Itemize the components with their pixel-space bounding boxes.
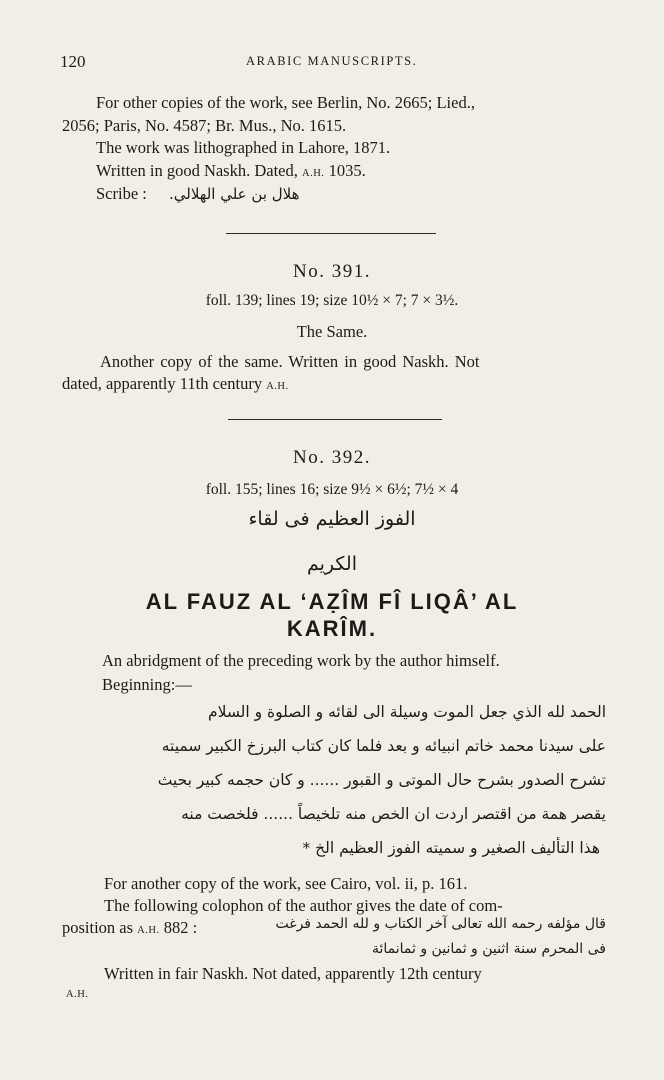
- entry-391-details: foll. 139; lines 19; size 10½ × 7; 7 × 3½.: [205, 292, 459, 309]
- era-abbrev: A.H.: [302, 168, 325, 179]
- arabic-incipit-line: على سيدنا محمد خاتم انبيائه و بعد فلما كان كتاب البرزخ الكبير سميته: [161, 737, 606, 755]
- era-abbrev: A.H.: [266, 381, 289, 392]
- work-title-line-1: AL FAUZ AL ‘AẒÎM FÎ LIQÂ’ AL: [145, 589, 519, 614]
- colophon-intro-2: [62, 918, 197, 938]
- running-title: ARABIC MANUSCRIPTS.: [246, 54, 418, 68]
- section-divider: [226, 233, 436, 234]
- dated-text: dated, apparently 11th century: [62, 374, 263, 393]
- year-value: 882 :: [163, 918, 198, 937]
- written-dated-text: Written in good Naskh. Dated,: [96, 161, 298, 180]
- written-note: Written in fair Naskh. Not dated, apparently 12th century: [104, 964, 482, 983]
- arabic-incipit-line: تشرح الصدور بشرح حال الموتى و القبور ...... و كان حجمه كبير بحيث: [157, 771, 606, 789]
- arabic-incipit-line: يقصر همة من اقتصر اردت ان الخص منه تلخيصاً ...... فلخصت منه: [181, 805, 606, 823]
- beginning-label: Beginning:—: [102, 675, 192, 694]
- year-value: 1035.: [328, 161, 366, 180]
- era-abbrev: A.H.: [137, 925, 160, 936]
- entry-number-391: No. 391.: [293, 261, 371, 282]
- arabic-incipit-line: هذا التأليف الصغير و سميته الفوز العظيم الخ *: [302, 839, 600, 857]
- entry-391-subtitle: The Same.: [296, 322, 368, 341]
- prev-entry-line-1: For other copies of the work, see Berlin, No. 2665; Lied.,: [96, 93, 475, 112]
- prev-entry-line-4: [96, 161, 366, 181]
- arabic-incipit-line: الحمد لله الذي جعل الموت وسيلة الى لقائه و الصلوة و السلام: [207, 703, 606, 721]
- entry-391-desc-1: Another copy of the same. Written in good Naskh. Not: [100, 352, 480, 371]
- prev-entry-line-2: 2056; Paris, No. 4587; Br. Mus., No. 1615.: [62, 116, 347, 135]
- composition-text: position as: [62, 918, 134, 937]
- scribe-line: [96, 184, 300, 204]
- other-copy-note: For another copy of the work, see Cairo, vol. ii, p. 161.: [104, 874, 468, 893]
- arabic-title-line-2: الكريم: [307, 553, 357, 575]
- prev-entry-line-3: The work was lithographed in Lahore, 1871.: [96, 138, 391, 157]
- scribe-label: Scribe :: [96, 184, 147, 203]
- entry-391-desc-2: [62, 374, 289, 394]
- work-title-line-2: KARÎM.: [286, 616, 378, 641]
- colophon-intro-1: The following colophon of the author gives the date of com-: [104, 896, 503, 915]
- colophon-arabic-1: قال مؤلفه رحمه الله تعالى آخر الكتاب و لله الحمد فرغت: [275, 916, 606, 932]
- page-number: 120: [60, 52, 86, 71]
- arabic-title-line-1: الفوز العظيم فى لقاء: [248, 508, 416, 530]
- entry-392-details: foll. 155; lines 16; size 9½ × 6½; 7½ × 4: [205, 481, 459, 498]
- abridgment-note: An abridgment of the preceding work by the author himself.: [102, 651, 500, 670]
- colophon-arabic-2: فى المحرم سنة اثنين و ثمانين و ثمانمائة: [371, 941, 606, 957]
- entry-number-392: No. 392.: [293, 447, 371, 468]
- scribe-arabic: هلال بن علي الهلالي.: [169, 185, 300, 203]
- section-divider: [228, 419, 442, 420]
- final-era-abbrev: A.H.: [66, 989, 89, 1000]
